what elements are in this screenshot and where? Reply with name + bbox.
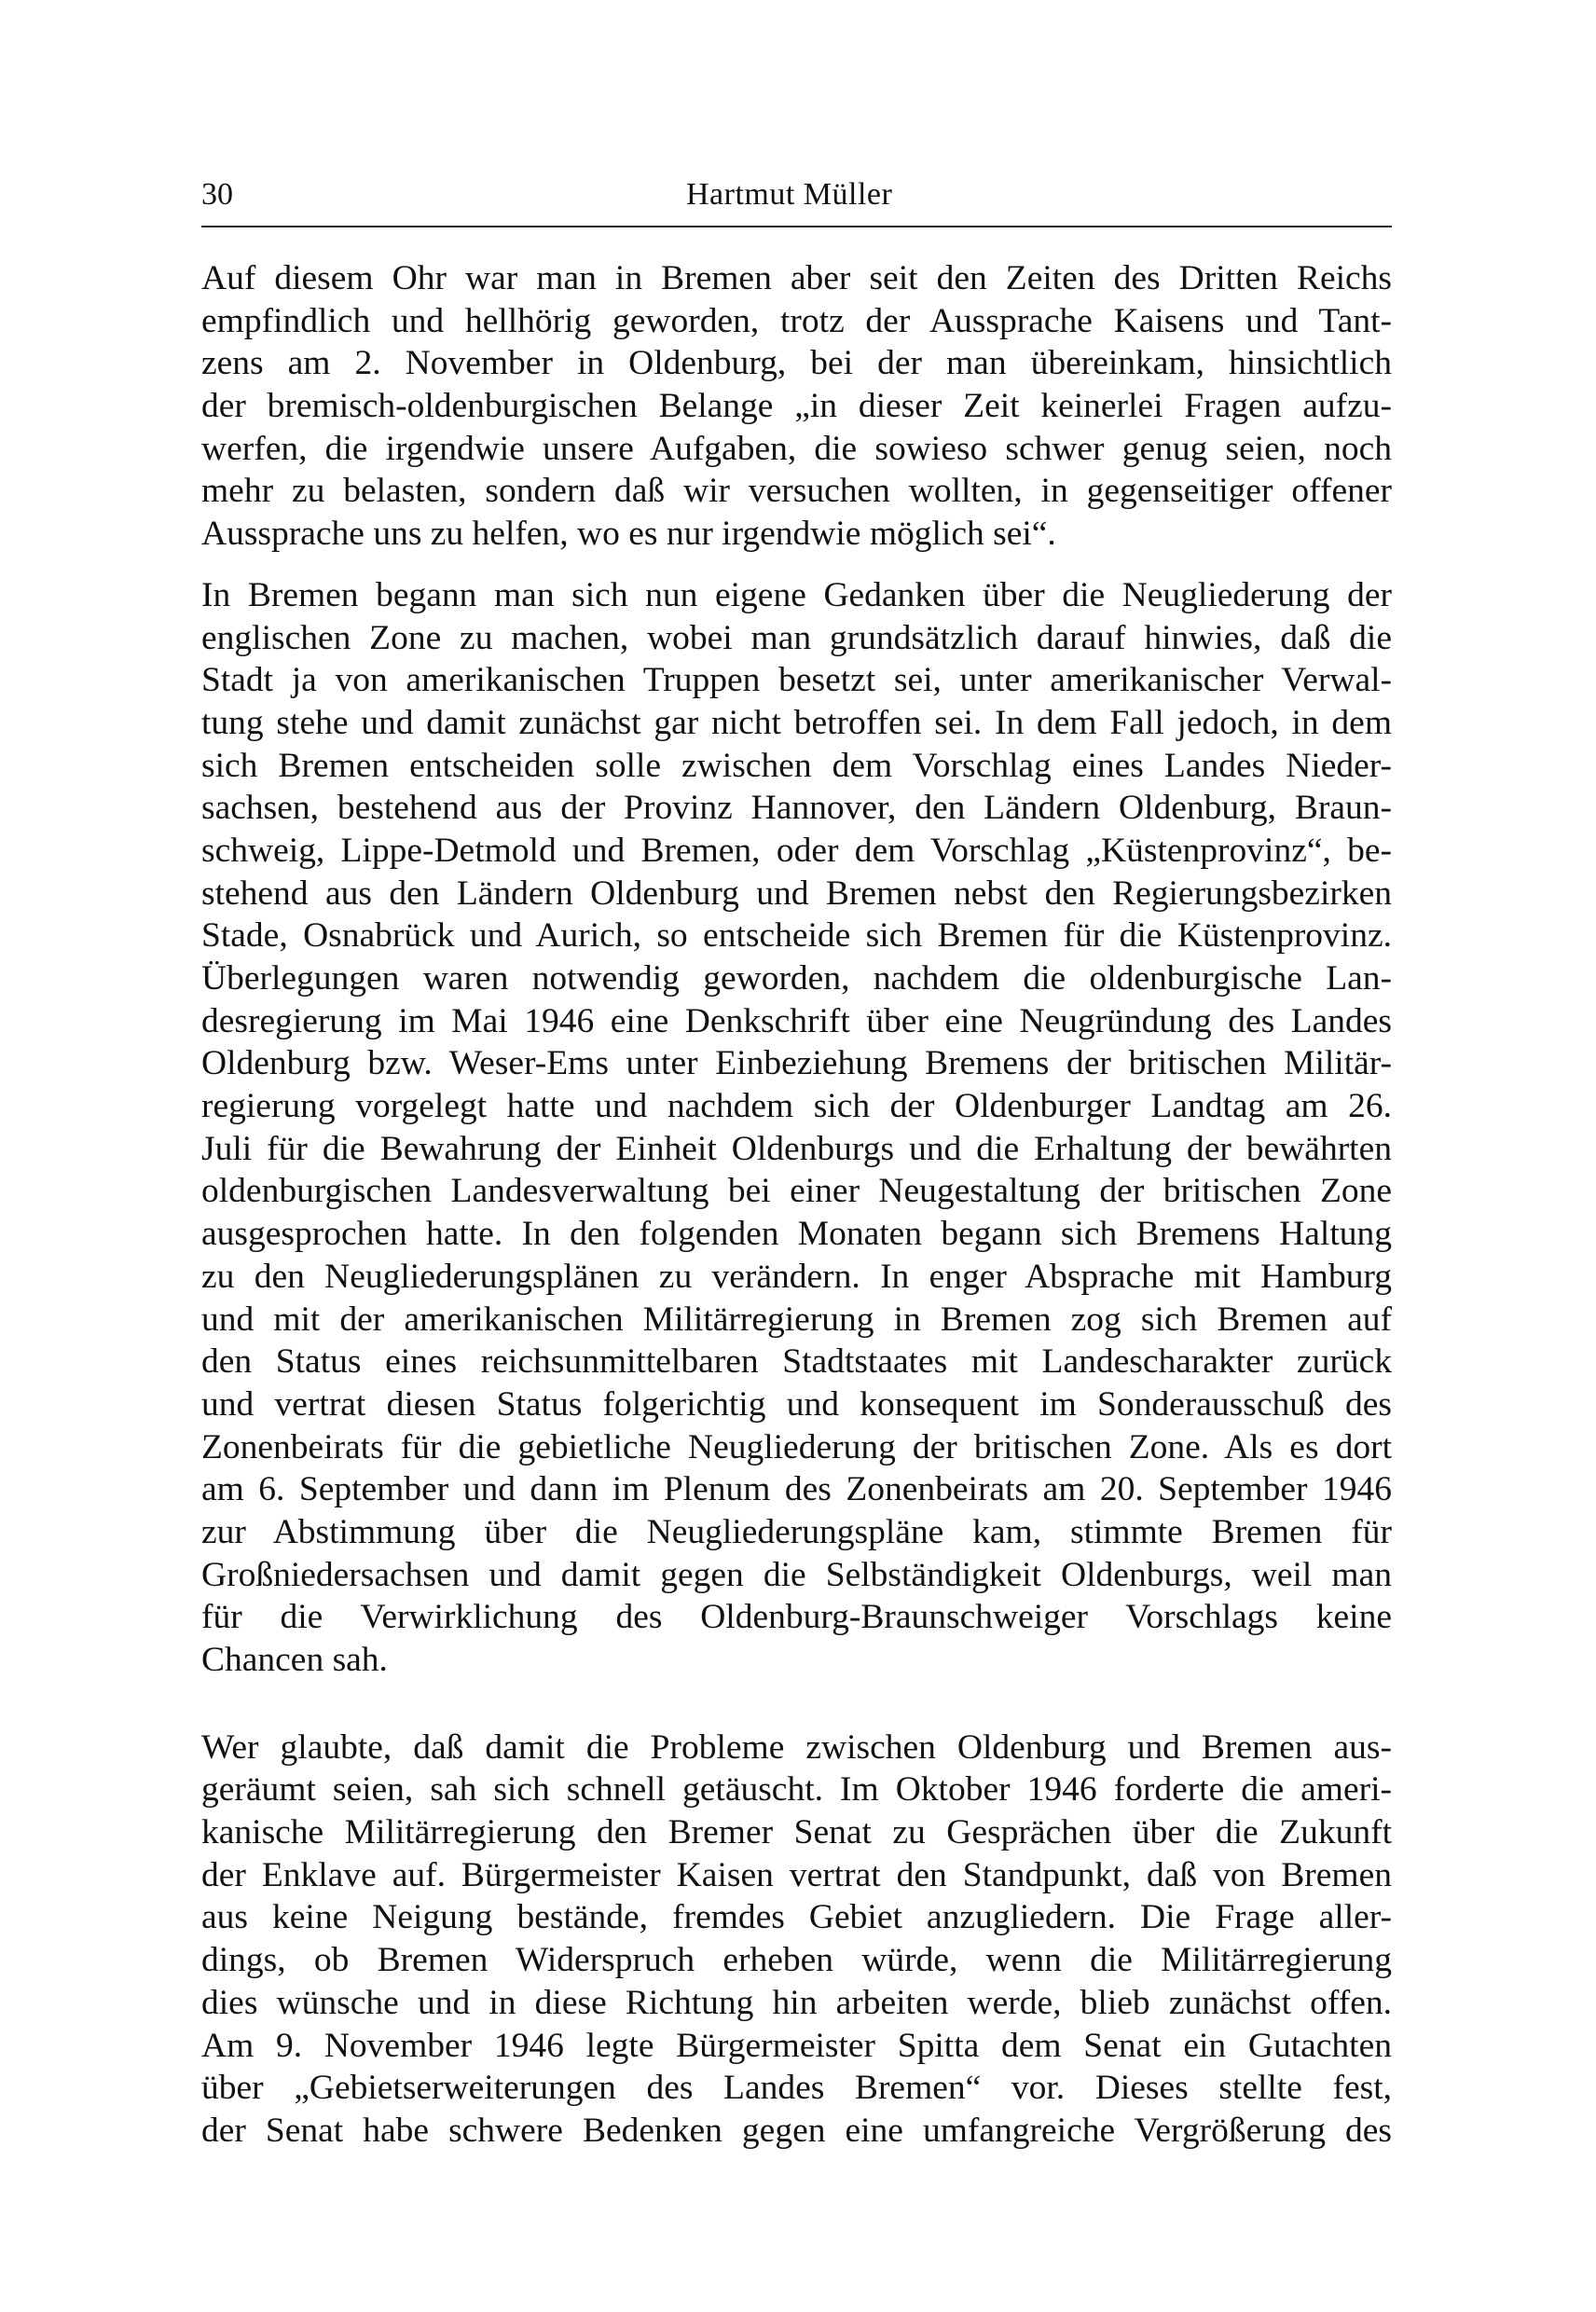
- text-line: Juli für die Bewahrung der Einheit Oldenburgs und die Erhaltung der bewährten: [201, 1129, 1392, 1168]
- text-line: Stade, Osnabrück und Aurich, so entscheide sich Bremen für die Küstenprovinz.: [201, 916, 1392, 956]
- text-line: Chancen sah.: [201, 1641, 388, 1679]
- text-line: sich Bremen entscheiden solle zwischen dem Vorschlag eines Landes Nieder-: [201, 746, 1392, 785]
- text-line: empfindlich und hellhörig geworden, trotz der Aussprache Kaisens und Tant-: [201, 301, 1392, 340]
- text-line: mehr zu belasten, sondern daß wir versuchen wollten, in gegenseitiger offener: [201, 472, 1392, 511]
- text-line: In Bremen begann man sich nun eigene Gedanken über die Neugliederung der: [201, 575, 1392, 614]
- text-line: Am 9. November 1946 legte Bürgermeister Spitta dem Senat ein Gutachten: [201, 2026, 1392, 2065]
- text-line: Zonenbeirats für die gebietliche Neugliederung der britischen Zone. Als es dort: [201, 1427, 1392, 1466]
- text-line: oldenburgischen Landesverwaltung bei einer Neugestaltung der britischen Zone: [201, 1172, 1392, 1211]
- text-line: und vertrat diesen Status folgerichtig und konsequent im Sonderausschuß des: [201, 1384, 1392, 1424]
- text-line: ausgesprochen hatte. In den folgenden Monaten begann sich Bremens Haltung: [201, 1215, 1392, 1254]
- text-line: desregierung im Mai 1946 eine Denkschrift über eine Neugründung des Landes: [201, 1001, 1392, 1040]
- text-line: schweig, Lippe-Detmold und Bremen, oder dem Vorschlag „Küstenprovinz“, be-: [201, 831, 1392, 870]
- text-line: Großniedersachsen und damit gegen die Selbständigkeit Oldenburgs, weil man: [201, 1555, 1392, 1594]
- running-head-author: Hartmut Müller: [686, 177, 893, 212]
- text-line: über „Gebietserweiterungen des Landes Bremen“ vor. Dieses stellte fest,: [201, 2069, 1392, 2108]
- text-line: der Senat habe schwere Bedenken gegen eine umfangreiche Vergrößerung des: [201, 2111, 1392, 2150]
- text-line: am 6. September und dann im Plenum des Zonenbeirats am 20. September 1946: [201, 1470, 1392, 1509]
- text-line: Auf diesem Ohr war man in Bremen aber seit den Zeiten des Dritten Reichs: [201, 259, 1392, 297]
- text-line: Aussprache uns zu helfen, wo es nur irgendwie möglich sei“.: [201, 515, 1056, 554]
- running-head: [201, 172, 1392, 218]
- text-line: zu den Neugliederungsplänen zu verändern. In enger Absprache mit Hamburg: [201, 1257, 1392, 1296]
- text-line: Überlegungen waren notwendig geworden, nachdem die oldenburgische Lan-: [201, 959, 1392, 998]
- text-line: werfen, die irgendwie unsere Aufgaben, die sowieso schwer genug seien, noch: [201, 429, 1392, 468]
- text-line: kanische Militärregierung den Bremer Senat zu Gesprächen über die Zukunft: [201, 1813, 1392, 1852]
- text-line: Wer glaubte, daß damit die Probleme zwischen Oldenburg und Bremen aus-: [201, 1727, 1392, 1767]
- text-line: den Status eines reichsunmittelbaren Stadtstaates mit Landescharakter zurück: [201, 1342, 1392, 1382]
- text-line: englischen Zone zu machen, wobei man grundsätzlich darauf hinwies, daß die: [201, 618, 1392, 657]
- page-number: 30: [201, 177, 233, 212]
- text-line: sachsen, bestehend aus der Provinz Hannover, den Ländern Oldenburg, Braun-: [201, 789, 1392, 828]
- paragraph-2: [201, 574, 1392, 1682]
- text-line: stehend aus den Ländern Oldenburg und Bremen nebst den Regierungsbezirken: [201, 874, 1392, 913]
- text-line: aus keine Neigung bestände, fremdes Gebiet anzugliedern. Die Frage aller-: [201, 1898, 1392, 1937]
- text-line: für die Verwirklichung des Oldenburg-Braunschweiger Vorschlags keine: [201, 1598, 1392, 1637]
- text-line: dies wünsche und in diese Richtung hin arbeiten werde, blieb zunächst offen.: [201, 1983, 1392, 2022]
- text-line: dings, ob Bremen Widerspruch erheben würde, wenn die Militärregierung: [201, 1941, 1392, 1980]
- header-rule: [201, 226, 1392, 227]
- paragraph-1: [201, 257, 1392, 556]
- text-line: zur Abstimmung über die Neugliederungspläne kam, stimmte Bremen für: [201, 1512, 1392, 1551]
- text-line: der bremisch-oldenburgischen Belange „in dieser Zeit keinerlei Fragen aufzu-: [201, 387, 1392, 426]
- text-line: zens am 2. November in Oldenburg, bei der man übereinkam, hinsichtlich: [201, 344, 1392, 383]
- text-line: der Enklave auf. Bürgermeister Kaisen vertrat den Standpunkt, daß von Bremen: [201, 1855, 1392, 1894]
- text-line: regierung vorgelegt hatte und nachdem sich der Oldenburger Landtag am 26.: [201, 1087, 1392, 1126]
- text-line: tung stehe und damit zunächst gar nicht betroffen sei. In dem Fall jedoch, in dem: [201, 703, 1392, 742]
- body-text: [201, 257, 1392, 2153]
- text-line: geräumt seien, sah sich schnell getäuscht. Im Oktober 1946 forderte die ameri-: [201, 1770, 1392, 1810]
- paragraph-3: [201, 1727, 1392, 2153]
- text-line: und mit der amerikanischen Militärregierung in Bremen zog sich Bremen auf: [201, 1300, 1392, 1339]
- text-line: Stadt ja von amerikanischen Truppen besetzt sei, unter amerikanischer Verwal-: [201, 661, 1392, 700]
- text-line: Oldenburg bzw. Weser-Ems unter Einbeziehung Bremens der britischen Militär-: [201, 1044, 1392, 1083]
